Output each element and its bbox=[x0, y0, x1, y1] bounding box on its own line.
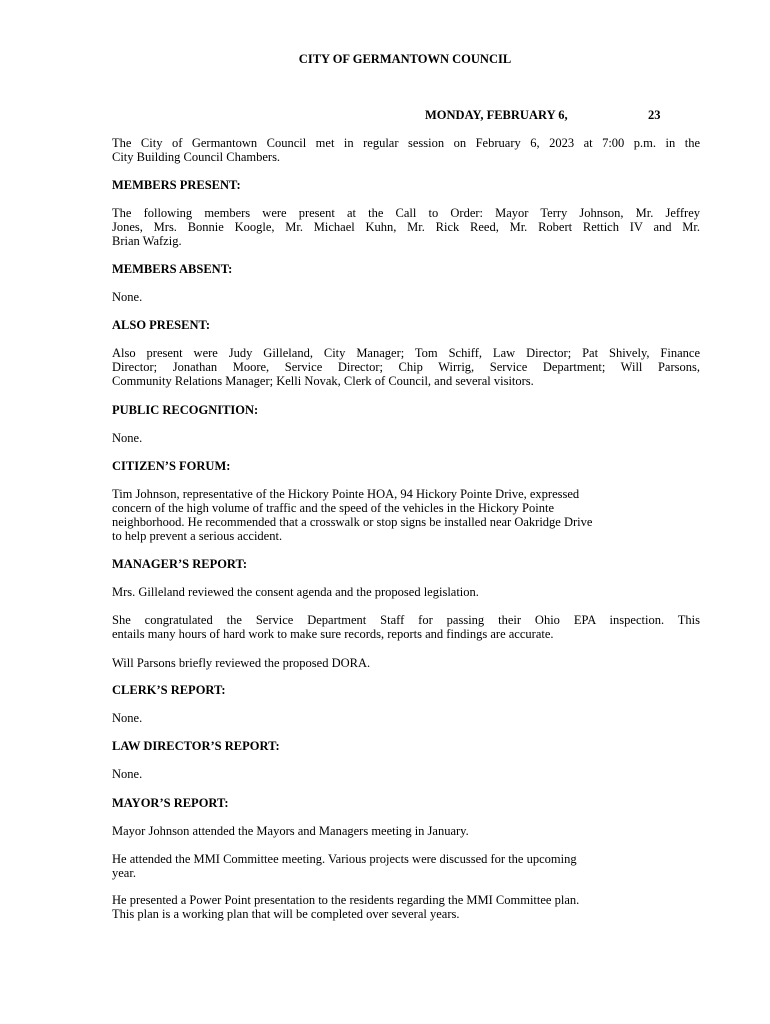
members-present-line: Jones, Mrs. Bonnie Koogle, Mr. Michael Kuhn, Mr. Rick Reed, Mr. Robert Rettich IV and Mr. bbox=[112, 220, 700, 234]
law-directors-report-heading: LAW DIRECTOR’S REPORT: bbox=[112, 739, 280, 753]
managers-report-paragraph-3: Will Parsons briefly reviewed the proposed DORA. bbox=[112, 656, 371, 670]
mayors-report-line: year. bbox=[112, 866, 136, 880]
members-absent-heading: MEMBERS ABSENT: bbox=[112, 262, 233, 276]
clerks-report-heading: CLERK’S REPORT: bbox=[112, 683, 226, 697]
also-present-paragraph bbox=[112, 346, 700, 388]
meeting-date-part2: 23 bbox=[648, 108, 661, 122]
intro-paragraph bbox=[112, 136, 700, 164]
managers-report-line: She congratulated the Service Department Staff for passing their Ohio EPA inspection. This bbox=[112, 613, 700, 627]
managers-report-paragraph-1: Mrs. Gilleland reviewed the consent agenda and the proposed legislation. bbox=[112, 585, 479, 599]
mayors-report-line: This plan is a working plan that will be completed over several years. bbox=[112, 907, 460, 921]
clerks-report-text: None. bbox=[112, 711, 143, 725]
managers-report-heading: MANAGER’S REPORT: bbox=[112, 557, 248, 571]
citizens-forum-paragraph bbox=[112, 487, 700, 543]
also-present-heading: ALSO PRESENT: bbox=[112, 318, 211, 332]
mayors-report-line: He attended the MMI Committee meeting. Various projects were discussed for the upcoming bbox=[112, 852, 577, 866]
citizens-forum-line: to help prevent a serious accident. bbox=[112, 529, 283, 543]
members-present-paragraph bbox=[112, 206, 700, 248]
citizens-forum-line: Tim Johnson, representative of the Hickory Pointe HOA, 94 Hickory Pointe Drive, expressed bbox=[112, 487, 580, 501]
members-absent-text: None. bbox=[112, 290, 143, 304]
citizens-forum-heading: CITIZEN’S FORUM: bbox=[112, 459, 231, 473]
document-title: CITY OF GERMANTOWN COUNCIL bbox=[298, 52, 512, 66]
intro-line: The City of Germantown Council met in regular session on February 6, 2023 at 7:00 p.m. in the bbox=[112, 136, 700, 150]
citizens-forum-line: concern of the high volume of traffic and the speed of the vehicles in the Hickory Pointe bbox=[112, 501, 554, 515]
members-present-line: Brian Wafzig. bbox=[112, 234, 182, 248]
mayors-report-paragraph-2 bbox=[112, 852, 700, 880]
managers-report-line: entails many hours of hard work to make sure records, reports and findings are accurate. bbox=[112, 627, 554, 641]
members-present-heading: MEMBERS PRESENT: bbox=[112, 178, 241, 192]
law-directors-report-text: None. bbox=[112, 767, 143, 781]
public-recognition-text: None. bbox=[112, 431, 143, 445]
intro-line: City Building Council Chambers. bbox=[112, 150, 281, 164]
mayors-report-heading: MAYOR’S REPORT: bbox=[112, 796, 229, 810]
mayors-report-paragraph-1: Mayor Johnson attended the Mayors and Managers meeting in January. bbox=[112, 824, 469, 838]
mayors-report-line: He presented a Power Point presentation to the residents regarding the MMI Committee plan. bbox=[112, 893, 580, 907]
public-recognition-heading: PUBLIC RECOGNITION: bbox=[112, 403, 259, 417]
citizens-forum-line: neighborhood. He recommended that a crosswalk or stop signs be installed near Oakridge Drive bbox=[112, 515, 593, 529]
members-present-line: The following members were present at the Call to Order: Mayor Terry Johnson, Mr. Jeffrey bbox=[112, 206, 700, 220]
also-present-line: Director; Jonathan Moore, Service Director; Chip Wirrig, Service Department; Will Parsons, bbox=[112, 360, 700, 374]
mayors-report-paragraph-3 bbox=[112, 893, 700, 921]
also-present-line: Community Relations Manager; Kelli Novak, Clerk of Council, and several visitors. bbox=[112, 374, 534, 388]
also-present-line: Also present were Judy Gilleland, City Manager; Tom Schiff, Law Director; Pat Shively, Finance bbox=[112, 346, 700, 360]
meeting-date-part1: MONDAY, FEBRUARY 6, bbox=[425, 108, 568, 122]
managers-report-paragraph-2 bbox=[112, 613, 700, 641]
